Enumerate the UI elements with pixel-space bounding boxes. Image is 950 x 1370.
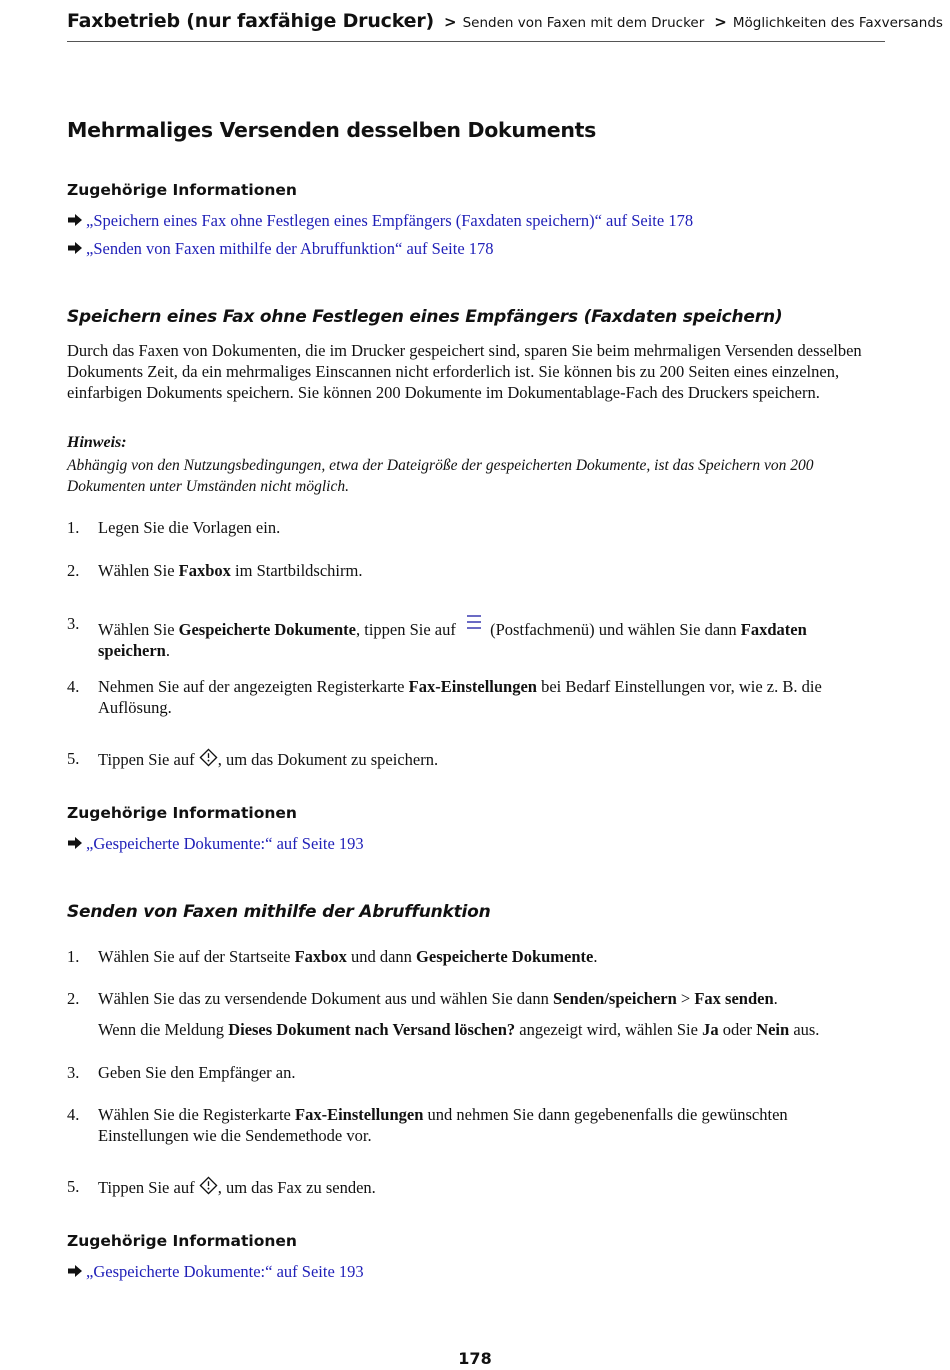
related-link-text[interactable]: „Senden von Faxen mithilfe der Abruffunktion“ auf Seite 178 — [86, 239, 494, 258]
step-item — [67, 946, 867, 967]
note-label: Hinweis: — [67, 434, 127, 451]
step-item — [67, 988, 867, 1040]
ui-term: Senden/speichern — [553, 989, 677, 1008]
related-link-text[interactable]: „Speichern eines Fax ohne Festlegen eines Empfängers (Faxdaten speichern)“ auf Seite 178 — [86, 211, 694, 230]
header-rule — [67, 41, 885, 42]
related-link[interactable] — [67, 211, 693, 231]
ui-term: Nein — [756, 1020, 790, 1039]
step-text: , um das Dokument zu speichern. — [217, 750, 439, 769]
step-number: 1. — [67, 947, 80, 966]
step-text: und dann — [346, 947, 417, 966]
step-text: angezeigt wird, wählen Sie — [515, 1020, 703, 1039]
step-text: Wählen Sie — [98, 620, 179, 639]
step-text: und nehmen Sie dann gegebenenfalls die gewünschten Einstellungen wie die Sendemethode vor. — [98, 1105, 788, 1145]
step-text: Nehmen Sie auf der angezeigten Registerkarte — [98, 677, 409, 696]
step-item — [67, 1104, 867, 1146]
step-item — [67, 517, 867, 538]
related-info-heading: Zugehörige Informationen — [67, 804, 297, 822]
start-diamond-icon — [199, 1176, 218, 1195]
step-item — [67, 613, 867, 661]
step-text: Tippen Sie auf — [98, 750, 199, 769]
related-link[interactable] — [67, 239, 494, 259]
step-item — [67, 1062, 867, 1083]
step-text: . — [773, 989, 778, 1008]
step-text: (Postfachmenü) und wählen Sie dann — [486, 620, 741, 639]
step-item — [67, 676, 867, 718]
related-info-heading: Zugehörige Informationen — [67, 181, 297, 199]
breadcrumb-subsection[interactable]: Möglichkeiten des Faxversands — [732, 15, 943, 31]
menu-icon — [464, 613, 484, 631]
step-text: im Startbildschirm. — [230, 561, 363, 580]
step-text: Tippen Sie auf — [98, 1178, 199, 1197]
step-number: 4. — [67, 677, 80, 696]
note-text: Abhängig von den Nutzungsbedingungen, etwa der Dateigröße der gespeicherten Dokumente, ist das Speichern von 200 Dokumenten unter Umständen nicht möglich. — [67, 457, 814, 495]
ui-term: Ja — [702, 1020, 719, 1039]
subsection-title: Senden von Faxen mithilfe der Abruffunktion — [67, 902, 491, 922]
ui-term: Faxbox — [178, 561, 231, 580]
subsection-title: Speichern eines Fax ohne Festlegen eines Empfängers (Faxdaten speichern) — [67, 307, 783, 327]
page-number: 178 — [458, 1349, 492, 1368]
related-link-text[interactable]: „Gespeicherte Dokumente:“ auf Seite 193 — [86, 834, 364, 853]
step-text: Geben Sie den Empfänger an. — [98, 1063, 296, 1082]
related-link[interactable] — [67, 834, 364, 854]
ui-term: Fax-Einstellungen — [408, 677, 537, 696]
breadcrumb-separator: > — [714, 13, 727, 31]
step-text: . — [593, 947, 598, 966]
step-number: 2. — [67, 989, 80, 1008]
breadcrumb — [67, 10, 943, 32]
ui-term: Gespeicherte Dokumente — [416, 947, 594, 966]
step-number: 4. — [67, 1105, 80, 1124]
step-item — [67, 560, 867, 581]
ui-term: Gespeicherte Dokumente — [178, 620, 356, 639]
ui-term: Fax-Einstellungen — [295, 1105, 424, 1124]
step-number: 2. — [67, 561, 80, 580]
ui-term: Dieses Dokument nach Versand löschen? — [228, 1020, 516, 1039]
section-title: Mehrmaliges Versenden desselben Dokuments — [67, 118, 597, 142]
arrow-right-icon — [67, 213, 83, 227]
step-text: . — [165, 641, 170, 660]
step-number: 5. — [67, 749, 80, 768]
breadcrumb-chapter[interactable]: Faxbetrieb (nur faxfähige Drucker) — [67, 10, 434, 32]
step-text: Wählen Sie das zu versendende Dokument aus und wählen Sie dann — [98, 989, 553, 1008]
related-link[interactable] — [67, 1262, 364, 1282]
step-text: , um das Fax zu senden. — [217, 1178, 376, 1197]
start-diamond-icon — [199, 748, 218, 767]
step-number: 1. — [67, 518, 80, 537]
step-text: Wählen Sie auf der Startseite — [98, 947, 295, 966]
step-text: Wählen Sie — [98, 561, 179, 580]
step-text: > — [676, 989, 695, 1008]
ui-term: Fax senden — [694, 989, 774, 1008]
arrow-right-icon — [67, 1264, 83, 1278]
breadcrumb-separator: > — [443, 13, 457, 31]
step-text: , tippen Sie auf — [355, 620, 461, 639]
step-text: Wählen Sie die Registerkarte — [98, 1105, 296, 1124]
step-text: oder — [718, 1020, 757, 1039]
breadcrumb-section[interactable]: Senden von Faxen mit dem Drucker — [462, 15, 705, 31]
step-text: bei Bedarf Einstellungen vor, wie z. B. die Auflösung. — [98, 677, 822, 717]
step-text: Legen Sie die Vorlagen ein. — [98, 518, 281, 537]
step-text: Wenn die Meldung — [98, 1020, 229, 1039]
step-item — [67, 1176, 867, 1198]
step-text: aus. — [789, 1020, 820, 1039]
step-number: 5. — [67, 1177, 80, 1196]
related-info-heading: Zugehörige Informationen — [67, 1232, 297, 1250]
step-item — [67, 748, 867, 770]
ui-term: Faxbox — [294, 947, 347, 966]
step-number: 3. — [67, 1063, 80, 1082]
ui-term: Faxdaten speichern — [98, 620, 807, 660]
related-link-text[interactable]: „Gespeicherte Dokumente:“ auf Seite 193 — [86, 1262, 364, 1281]
arrow-right-icon — [67, 241, 83, 255]
arrow-right-icon — [67, 836, 83, 850]
intro-paragraph: Durch das Faxen von Dokumenten, die im Drucker gespeichert sind, sparen Sie beim mehrmaligen Versenden desselben Dokuments Zeit, da ein mehrmaliges Einscannen nicht erforderlich ist. Sie können bis zu 200 Seiten eines einzelnen, einfarbigen Dokuments speichern. Sie können 200 Dokumente im Dokumentablage-Fach des Druckers speichern. — [67, 341, 862, 402]
step-number: 3. — [67, 614, 80, 633]
